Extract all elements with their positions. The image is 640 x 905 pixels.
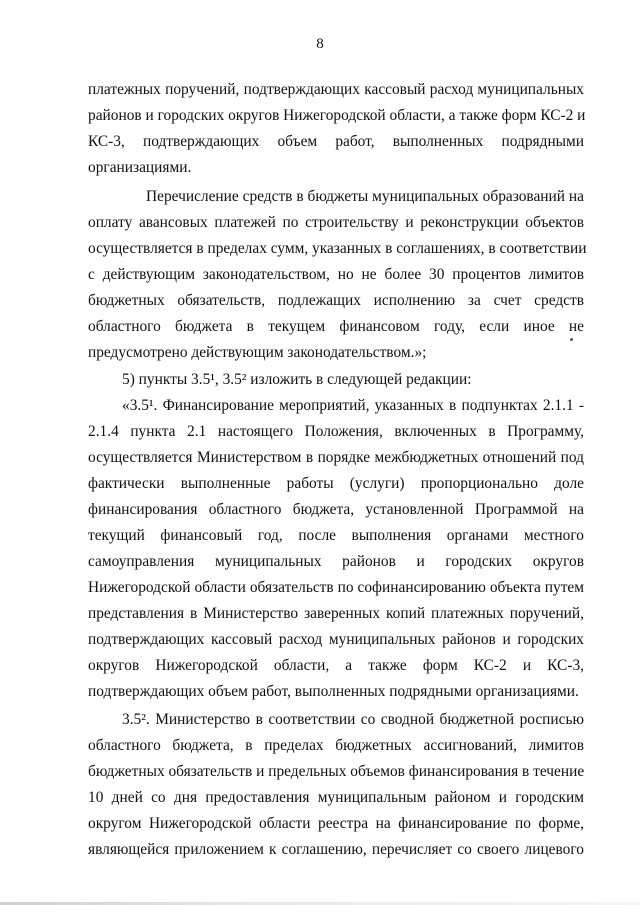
- paragraph-first-line: «3.5¹. Финансирование мероприятий, указанных в подпунктах 2.1.1 -: [122, 397, 584, 414]
- text-line: округов Нижегородской области, а также форм КС-2 и КС-3,: [88, 657, 584, 674]
- text-line: 2.1.4 пункта 2.1 настоящего Положения, включенных в Программу,: [88, 423, 584, 440]
- page-number: 8: [316, 36, 324, 52]
- text-line: платежных поручений, подтверждающих кассовый расход муниципальных: [88, 81, 584, 98]
- text-line: осуществляется Министерством в порядке межбюджетных отношений под: [88, 449, 584, 466]
- paragraph-first-line: Перечисление средств в бюджеты муниципальных образований на: [146, 188, 584, 205]
- text-line: бюджетных обязательств и предельных объемов финансирования в течение: [88, 763, 585, 780]
- paragraph-first-line: 5) пункты 3.5¹, 3.5² изложить в следующей редакции:: [122, 371, 472, 388]
- text-line: областного бюджета в текущем финансовом году, если иное не: [88, 318, 584, 335]
- text-line: самоуправления муниципальных районов и городских округов: [88, 553, 584, 570]
- text-line: оплату авансовых платежей по строительству и реконструкции объектов: [88, 214, 584, 231]
- text-line: представления в Министерство заверенных копий платежных поручений,: [88, 605, 584, 622]
- text-line: фактически выполненные работы (услуги) пропорционально доле: [88, 475, 584, 492]
- paragraph-first-line: 3.5². Министерство в соответствии со сводной бюджетной росписью: [122, 711, 584, 728]
- text-line: организациями.: [88, 159, 192, 176]
- text-line: подтверждающих кассовый расход муниципальных районов и городских: [88, 631, 584, 648]
- text-line: КС-3, подтверждающих объем работ, выполненных подрядными: [88, 133, 584, 150]
- text-line: областного бюджета, в пределах бюджетных ассигнований, лимитов: [88, 737, 584, 754]
- text-line: являющейся приложением к соглашению, перечисляет со своего лицевого: [88, 841, 584, 858]
- text-line: Нижегородской области обязательств по софинансированию объекта путем: [88, 579, 584, 596]
- text-line: текущий финансовый год, после выполнения органами местного: [88, 527, 584, 544]
- text-line: округом Нижегородской области реестра на финансирование по форме,: [88, 815, 584, 832]
- text-line: финансирования областного бюджета, установленной Программой на: [88, 501, 584, 518]
- text-line: с действующим законодательством, но не более 30 процентов лимитов: [88, 266, 584, 283]
- text-line: 10 дней со дня предоставления муниципальным районом и городским: [88, 789, 584, 806]
- text-line: районов и городских округов Нижегородской области, а также форм КС-2 и: [88, 107, 586, 124]
- scan-speck: [570, 338, 573, 341]
- text-line: осуществляется в пределах сумм, указанных в соглашениях, в соответствии: [88, 240, 587, 257]
- text-line: бюджетных обязательств, подлежащих исполнению за счет средств: [88, 292, 584, 309]
- text-line: подтверждающих объем работ, выполненных подрядными организациями.: [88, 683, 579, 700]
- text-line: предусмотрено действующим законодательством.»;: [88, 344, 427, 361]
